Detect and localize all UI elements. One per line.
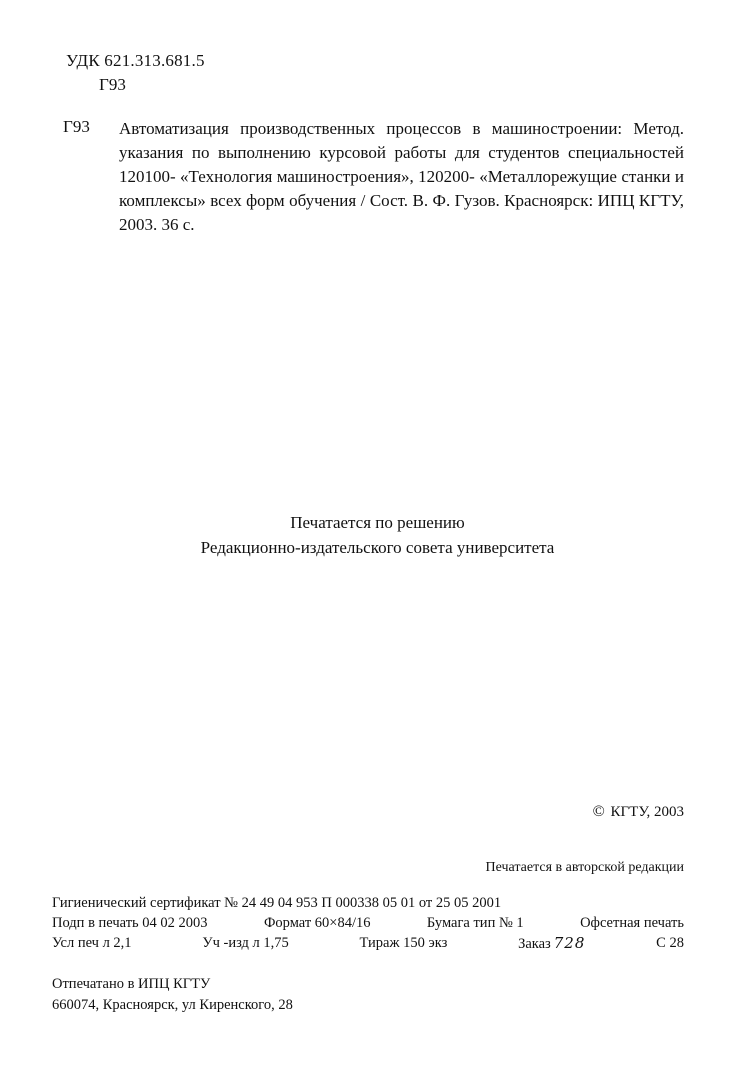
printing-house-address: 660074, Красноярск, ул Киренского, 28 <box>52 997 293 1013</box>
copyright-notice <box>593 803 684 821</box>
copyright-icon: © <box>592 803 605 820</box>
certificate-text: Гигиенический сертификат № 24 49 04 953 П 000338 05 01 от 25 05 2001 <box>52 895 502 911</box>
page-count: С 28 <box>656 935 684 951</box>
approval-line-1: Печатается по решению <box>290 513 465 532</box>
approval-note <box>0 510 739 560</box>
classification-code: Г93 <box>99 75 126 94</box>
approval-line-2: Редакционно-издательского совета университета <box>200 538 555 557</box>
entry-classification: Г93 <box>63 117 90 136</box>
authored-edition-note: Печатается в авторской редакции <box>485 860 684 875</box>
volume-line <box>52 933 684 954</box>
bibliographic-annotation: Автоматизация производственных процессов в машиностроении: Метод. указания по выполнению курсовой работы для студентов специальностей 120100- «Технология машиностроения», 120200- «Металлорежущие станки и комплексы» всех форм обучения / Сост. В. Ф. Гузов. Красноярск: ИПЦ КГТУ, 2003. 36 с. <box>119 119 684 234</box>
order-number: 728 <box>553 934 586 952</box>
print-run: Тираж 150 экз <box>359 935 448 951</box>
printing-house-name: Отпечатано в ИПЦ КГТУ <box>52 976 211 992</box>
udk-code: УДК 621.313.681.5 <box>66 51 205 70</box>
printed-sheets: Усл печ л 2,1 <box>52 935 132 951</box>
copyright-text: КГТУ, 2003 <box>610 804 684 820</box>
order-label: Заказ <box>518 936 551 952</box>
print-details-line <box>52 913 684 933</box>
signed-to-print: Подп в печать 04 02 2003 <box>52 915 208 931</box>
format: Формат 60×84/16 <box>263 915 371 931</box>
imprint-block <box>52 893 684 954</box>
print-method: Офсетная печать <box>580 915 684 931</box>
paper-type: Бумага тип № 1 <box>426 915 524 931</box>
order <box>518 933 585 954</box>
printing-house <box>52 974 293 1016</box>
certificate-line <box>52 893 684 913</box>
publishing-sheets: Уч -изд л 1,75 <box>202 935 289 951</box>
